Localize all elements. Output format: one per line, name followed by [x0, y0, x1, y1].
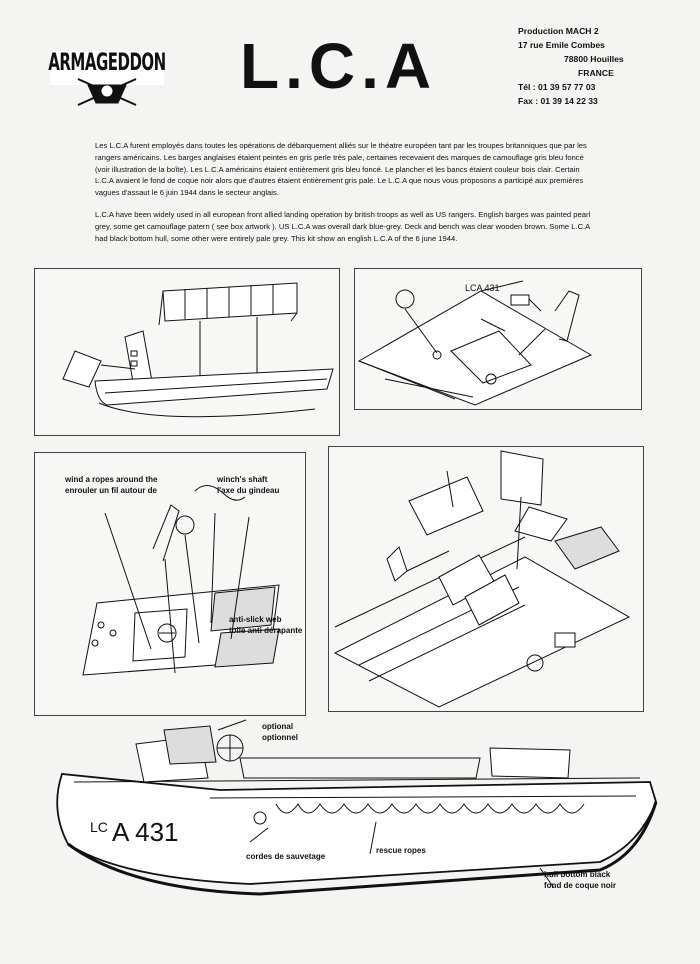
assembly-panel-2	[354, 268, 642, 410]
company-address	[518, 24, 624, 108]
bow-assembly-drawing	[35, 269, 339, 435]
boat-profile	[40, 718, 676, 928]
bow-interior-drawing	[355, 269, 641, 409]
cords-label-fr: cordes de sauvetage	[246, 852, 326, 861]
armageddon-logo	[48, 45, 166, 107]
rope-label-fr: enrouler un fil autour de	[65, 486, 158, 495]
assembly-panel-4	[328, 446, 644, 712]
intro-text	[95, 140, 595, 254]
page-title: L.C.A	[240, 30, 438, 102]
web-label-en: anti-slick web	[229, 615, 282, 624]
street: 17 rue Emile Combes	[518, 40, 605, 50]
assembly-panel-3	[34, 452, 306, 716]
intro-french: Les L.C.A furent employés dans toutes les opérations de débarquement alliés sur le théatre européen tant par les troupes britanniques que par les rangers américains. Les barges anglaises étaient peintes en gris perle très pale, certaines recevaient des marques de camouflage gris bleu foncé (voir illustration de la boîte). Les L.C.A américains étaient entièrement gris bleu foncé. Le plancher et les bancs étaient couleur bois clair. Certain L.C.A avaient le fond de coque noir alors que d'autres étaient entièrement gris pale. Le L.C.A que nous vous proposons a participé aux premières vagues d'assaut le 6 juin 1944 dans le secteur anglais.	[95, 141, 587, 198]
interior-assembly-drawing	[329, 447, 643, 711]
hull-label-fr: fond de coque noir	[544, 881, 616, 890]
rope-label-en: wind a ropes around the	[65, 475, 158, 484]
hull-marking-panel: LCA 431	[465, 283, 500, 293]
shaft-label-en: winch's shaft	[217, 475, 268, 484]
optional-label-fr: optionnel	[262, 733, 298, 742]
cords-label-en: rescue ropes	[376, 846, 426, 855]
hull-marking-small: LC	[90, 819, 108, 835]
fax: Fax : 01 39 14 22 33	[518, 96, 598, 106]
intro-english: L.C.A have been widely used in all european front allied landing operation by british troops as well as US rangers. English barges was painted pearl grey, some get camouflage patern ( see box artwork ). US L.C.A was overall dark blue-grey. Deck and bench was clear wooden brown. Some L.C.A had black bottom hull, some other were entirely pale grey. This kit show an english L.C.A of the 6 june 1944.	[95, 209, 591, 243]
telephone: Tél : 01 39 57 77 03	[518, 82, 596, 92]
hull-label-en: hull bottom black	[544, 870, 611, 879]
optional-label-en: optional	[262, 722, 294, 731]
assembly-panel-1	[34, 268, 340, 436]
company-name: Production MACH 2	[518, 26, 599, 36]
logo-text: ARMAGEDDON	[48, 47, 166, 77]
city: 78800 Houilles	[564, 54, 624, 64]
country: FRANCE	[578, 68, 614, 78]
shaft-label-fr: l'axe du gindeau	[217, 486, 280, 495]
web-label-fr: toile anti dérapante	[229, 626, 303, 635]
hull-marking-big: A 431	[112, 817, 179, 847]
